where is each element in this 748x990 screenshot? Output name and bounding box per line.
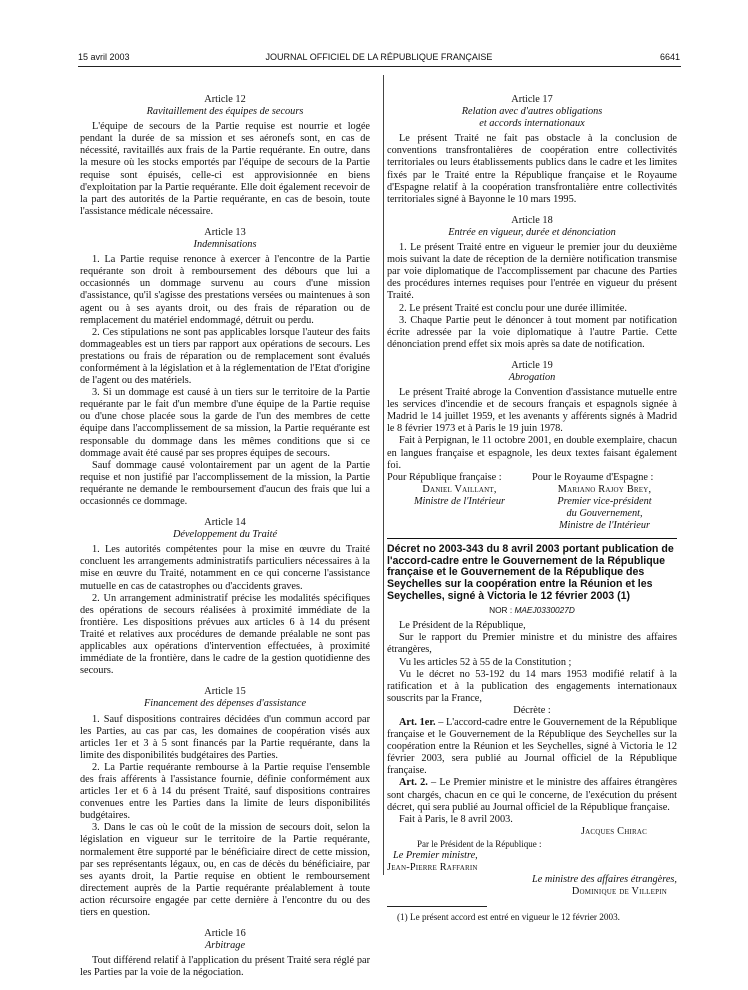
decree-separator — [387, 538, 677, 539]
foreign-minister-title: Le ministre des affaires étrangères, — [531, 874, 677, 886]
article-12-paragraph: L'équipe de secours de la Partie requise est nourrie et logée pendant la durée de sa mission et ses aéronefs sont, en cas de nécessité, ravitaillés aux frais de la Partie requérante. En outre, dans la mesure où les stocks emportés par l'équipe de secours de la Partie requise sont épuisés, celle-ci est approvisionnée en biens d'exploitation par la Partie requérante. Elle doit également recevoir de la part des autorités de la Partie requérante, en cas de besoin, toute l'assistance médicale nécessaire. — [80, 121, 370, 217]
article-19-paragraph-2: Fait à Perpignan, le 11 octobre 2001, en double exemplaire, chacun en langues française et espagnole, les deux textes faisant également foi. — [387, 435, 677, 471]
nor-code: MAEJ0330027D — [514, 605, 575, 616]
footnote-rule — [387, 906, 487, 907]
spanish-signatory-role-1: Premier vice-président — [557, 495, 652, 507]
article-17-paragraph: Le présent Traité ne fait pas obstacle à la conclusion de conventions transfrontalières de coopération entre collectivités territoriales ou leurs établissements publics dans le cadre et les limites fixés par le Traité entre la République française et le Royaume d'Espagne relatif à la coopération transfrontalière entre collectivités territoriales signé à Bayonne le 10 mars 1995. — [387, 133, 677, 205]
article-15-paragraph-1: 1. Sauf dispositions contraires décidées d'un commun accord par les Parties, au cas par cas, les domaines de coopération visés aux articles 1er et 3 à 5 sont financés par la Partie requérante, dans la limite des disponibilités budgétaires des Parties. — [80, 713, 370, 761]
spanish-signature — [532, 472, 677, 532]
article-15-paragraph-3: 3. Dans le cas où le coût de la mission de secours doit, selon la législation en vigueur sur le territoire de la Partie requérante, normalement être supporté par le bénéficiaire direct de cette mission, par ses représentants légaux, ou, en cas de décès du bénéficiaire, par ses ayants droit, la Partie requise en obtient le remboursement directement auprès de la Partie requérante préalablement à toute action récursoire engagée par cette dernière à l'encontre du ou des tiers en question. — [80, 822, 370, 918]
article-15-subtitle: Financement des dépenses d'assistance — [143, 698, 307, 710]
issue-date: 15 avril 2003 — [78, 52, 130, 62]
treaty-signatures — [387, 472, 677, 532]
article-12-title: Article 12 — [204, 94, 246, 105]
page-header — [78, 52, 680, 66]
article-19-paragraph-1: Le présent Traité abroge la Convention d'assistance mutuelle entre les services d'incendie et de secours français et espagnols signée à Madrid le 14 juillet 1959, et les avenants y afférents signés à Madrid le 8 février 1973 et à Paris le 19 juin 1978. — [387, 387, 677, 435]
article-13-paragraph-4: Sauf dommage causé volontairement par un agent de la Partie requise et non justifié par l'accomplissement de la mission, la Partie requérante ne demande le remboursement d'aucun des frais que lui a occasionnés ce dommage. — [80, 459, 370, 507]
article-17-subtitle-2: et accords internationaux — [479, 118, 585, 130]
spanish-signatory-role-2: du Gouvernement, — [566, 508, 643, 519]
article-16-title: Article 16 — [204, 928, 246, 940]
decree-article-2-text: – Le Premier ministre et le ministre des affaires étrangères sont chargés, chacun en ce qui le concerne, de l'exécution du présent décret, qui sera publié au Journal officiel de la République française. — [387, 777, 677, 813]
foreign-minister-name: Dominique de Villepin — [571, 886, 667, 898]
article-18-title: Article 18 — [511, 214, 553, 226]
spanish-signature-label: Pour le Royaume d'Espagne : — [532, 471, 654, 483]
article-13-paragraph-3: 3. Si un dommage est causé à un tiers sur le territoire de la Partie requérante par le fait d'un membre d'une équipe de la Partie requise ou d'une chose placée sous la garde de l'un des membres de cette équipe dans l'accomplissement de sa mission, la Partie requérante est responsable du dommage dans les mêmes conditions que si ce dommage avait été causé par ses propres équipes de secours. — [80, 387, 370, 459]
nor-label: NOR : — [489, 605, 513, 616]
article-13-subtitle: Indemnisations — [193, 239, 257, 251]
decree-paragraph-1: Le Président de la République, — [399, 620, 526, 632]
footnote: (1) Le présent accord est entré en vigueur le 12 février 2003. — [397, 912, 620, 923]
decree-article-1 — [387, 717, 677, 777]
article-17-subtitle-1: Relation avec d'autres obligations — [461, 106, 603, 118]
decree-article-1-label: Art. 1er. — [399, 717, 436, 728]
decree-article-1-text: – L'accord-cadre entre le Gouvernement de la République française et le Gouvernement de la République des Seychelles sur la coopération entre la Réunion et les Seychelles, signé à Victoria le 12 février 2003, sera publié au Journal officiel de la République française. — [387, 717, 677, 777]
decree-decrete: Décrète : — [513, 704, 551, 716]
article-19-subtitle: Abrogation — [508, 371, 556, 383]
french-signature-label: Pour République française : — [387, 471, 502, 483]
column-divider — [383, 75, 384, 875]
decree-article-2 — [387, 777, 677, 813]
article-15-title: Article 15 — [204, 686, 246, 698]
president-signature: Jacques Chirac — [580, 825, 647, 837]
article-16-subtitle: Arbitrage — [204, 940, 246, 952]
prime-minister-name: Jean-Pierre Raffarin — [387, 862, 478, 874]
spanish-signatory-role-3: Ministre de l'Intérieur — [558, 520, 651, 532]
article-14-paragraph-1: 1. Les autorités compétentes pour la mise en œuvre du Traité concluent les arrangements administratifs particuliers nécessaires à la mise en œuvre du Traité, notamment en ce qui concerne l'assistance mutuelle en cas de catastrophes ou d'accidents graves. — [80, 544, 370, 592]
article-13-paragraph-2: 2. Ces stipulations ne sont pas applicables lorsque l'auteur des faits dommageables est un tiers par rapport aux opérations de secours. Les prestations ou frais de réparation ou de remplacement sont évalués conformément à la législation et à la réglementation de l'Etat d'origine de l'agent ou des matériels. — [80, 326, 370, 387]
decree-article-2-label: Art. 2. — [399, 777, 428, 789]
article-19-title: Article 19 — [511, 359, 553, 371]
french-signature — [387, 472, 532, 532]
article-14-paragraph-2: 2. Un arrangement administratif précise les modalités spécifiques des opérations de secours réalisées à proximité immédiate de la frontière. Les dispositions prévues aux articles 6 à 14 du présent Traité et relatives aux procédures de demande préalable ne sont pas applicables aux opérations d'intervention effectuées, à proximité immédiate de la frontière, dans le cadre de la gestion quotidienne des secours. — [80, 592, 370, 677]
decree-paragraph-4: Vu le décret no 53-192 du 14 mars 1953 modifié relatif à la ratification et à la publication des engagements internationaux souscrits par la France, — [387, 668, 677, 704]
page-number: 6641 — [659, 52, 680, 62]
journal-title: JOURNAL OFFICIEL DE LA RÉPUBLIQUE FRANÇAISE — [265, 52, 493, 62]
article-15-paragraph-2: 2. La Partie requérante rembourse à la Partie requise l'ensemble des frais afférents à l'assistance fournie, définie conformément aux articles 1er et 6 à 14 du présent Traité, sauf dispositions contraires convenues entre les Parties dans la limite de leurs disponibilités budgétaires. — [80, 761, 370, 822]
article-14-title: Article 14 — [204, 517, 246, 529]
article-18-subtitle: Entrée en vigueur, durée et dénonciation — [448, 226, 616, 238]
french-signatory-role: Ministre de l'Intérieur — [413, 495, 506, 507]
article-13-paragraph-1: 1. La Partie requise renonce à exercer à l'encontre de la Partie requérante son droit à remboursement des débours que lui a occasionnés un dommage survenu au cours d'une mission d'assistance, qu'il s'agisse des prestations versées ou maintenues à son agent ou à ses ayants droit, ou des frais de réparation ou de remplacement du matériel endommagé, détruit ou perdu. — [80, 254, 370, 326]
article-18-paragraph-3: 3. Chaque Partie peut le dénoncer à tout moment par notification écrite adressée par la voie diplomatique à l'autre Partie. Cette dénonciation prend effet six mois après sa date de notification. — [387, 314, 677, 350]
article-18-paragraph-2: 2. Le présent Traité est conclu pour une durée illimitée. — [399, 302, 627, 314]
by-president: Par le Président de la République : — [417, 838, 542, 849]
french-signatory-name: Daniel Vaillant, — [422, 483, 497, 495]
article-13-title: Article 13 — [204, 226, 246, 238]
decree-done-at: Fait à Paris, le 8 avril 2003. — [399, 813, 513, 825]
right-column — [387, 94, 677, 924]
article-17-title: Article 17 — [511, 94, 553, 105]
article-16-paragraph: Tout différend relatif à l'application du présent Traité sera réglé par les Parties par la voie de la négociation. — [80, 955, 370, 979]
article-18-paragraph-1: 1. Le présent Traité entre en vigueur le premier jour du deuxième mois suivant la date de réception de la dernière notification transmise par voie diplomatique de l'accomplissement par chacune des Parties des procédures internes requises pour l'entrée en vigueur du présent Traité. — [387, 242, 677, 302]
nor-reference — [387, 604, 677, 616]
article-14-subtitle: Développement du Traité — [172, 529, 278, 541]
prime-minister-title: Le Premier ministre, — [393, 850, 478, 862]
header-rule — [78, 66, 681, 67]
article-12-subtitle: Ravitaillement des équipes de secours — [146, 106, 304, 118]
decree-paragraph-2: Sur le rapport du Premier ministre et du ministre des affaires étrangères, — [387, 632, 677, 656]
decree-paragraph-3: Vu les articles 52 à 55 de la Constitution ; — [399, 656, 572, 668]
left-column — [80, 94, 370, 979]
spanish-signatory-name: Mariano Rajoy Brey, — [557, 483, 652, 495]
decree-title: Décret no 2003-343 du 8 avril 2003 portant publication de l'accord-cadre entre le Gouvernement de la République française et le Gouvernement de la République des Seychelles sur la coopération entre la Réunion et les Seychelles, signé à Victoria le 12 février 2003 (1) — [387, 543, 674, 602]
